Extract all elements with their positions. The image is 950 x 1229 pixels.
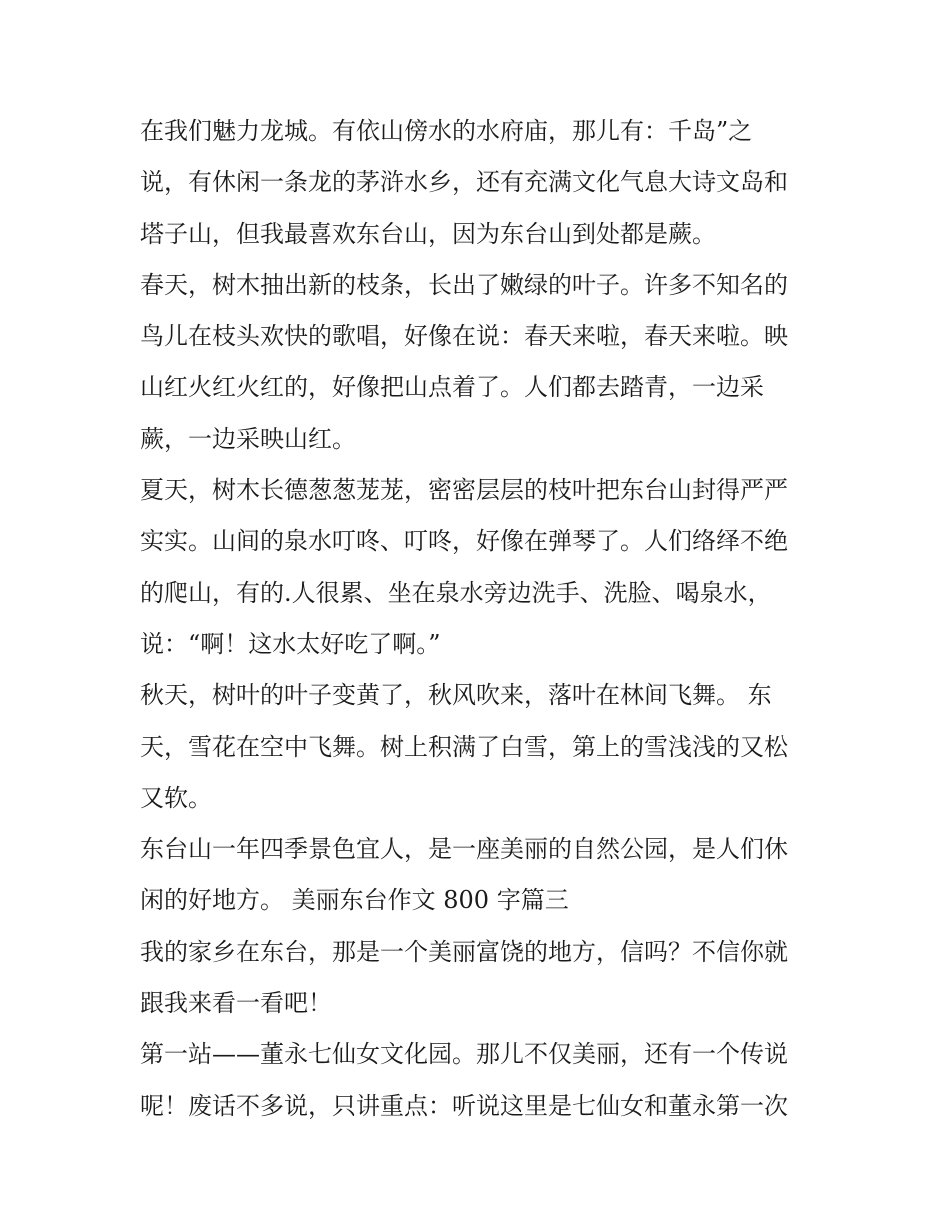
text-line: 我的家乡在东台，那是一个美丽富饶的地方，信吗？不信你就 [140, 937, 788, 966]
text-line: 在我们魅力龙城。有依山傍水的水府庙，那儿有：千岛”之 [140, 117, 753, 145]
text-line: 蕨，一边采映山红。 [140, 424, 356, 453]
text-line: 跟我来看一看吧！ [140, 989, 332, 1018]
text-line: 塔子山，但我最喜欢东台山，因为东台山到处都是蕨。 [140, 219, 716, 248]
text-line: 夏天，树木长德葱葱茏茏，密密层层的枝叶把东台山封得严严 [140, 476, 788, 505]
text-line: 山红火红火红的，好像把山点着了。人们都去踏青，一边采 [140, 373, 764, 402]
text-line: 说：“啊！这水太好吃了啊。” [140, 629, 441, 658]
text-line: 鸟儿在枝头欢快的歌唱，好像在说：春天来啦，春天来啦。映 [140, 322, 788, 351]
text-line: 闲的好地方。 美丽东台作文 800 字篇三 [140, 886, 569, 915]
text-line: 实实。山间的泉水叮咚、叮咚，好像在弹琴了。人们络绎不绝 [140, 527, 788, 556]
essay-body [140, 106, 820, 1132]
text-line: 第一站——董永七仙女文化园。那儿不仅美丽，还有一个传说 [140, 1040, 788, 1069]
text-line: 东台山一年四季景色宜人，是一座美丽的自然公园，是人们休 [140, 835, 788, 864]
text-line: 又软。 [140, 783, 212, 812]
text-line: 说，有休闲一条龙的茅浒水乡，还有充满文化气息大诗文岛和 [140, 168, 788, 197]
text-line: 秋天，树叶的叶子变黄了，秋风吹来，落叶在林间飞舞。 东 [140, 681, 772, 710]
text-line: 呢！废话不多说，只讲重点：听说这里是七仙女和董永第一次 [140, 1091, 788, 1120]
text-line: 春天，树木抽出新的枝条，长出了嫩绿的叶子。许多不知名的 [140, 270, 788, 299]
text-line: 的爬山，有的.人很累、坐在泉水旁边洗手、洗脸、喝泉水， [140, 578, 772, 607]
text-line: 天，雪花在空中飞舞。树上积满了白雪，第上的雪浅浅的又松 [140, 732, 788, 761]
